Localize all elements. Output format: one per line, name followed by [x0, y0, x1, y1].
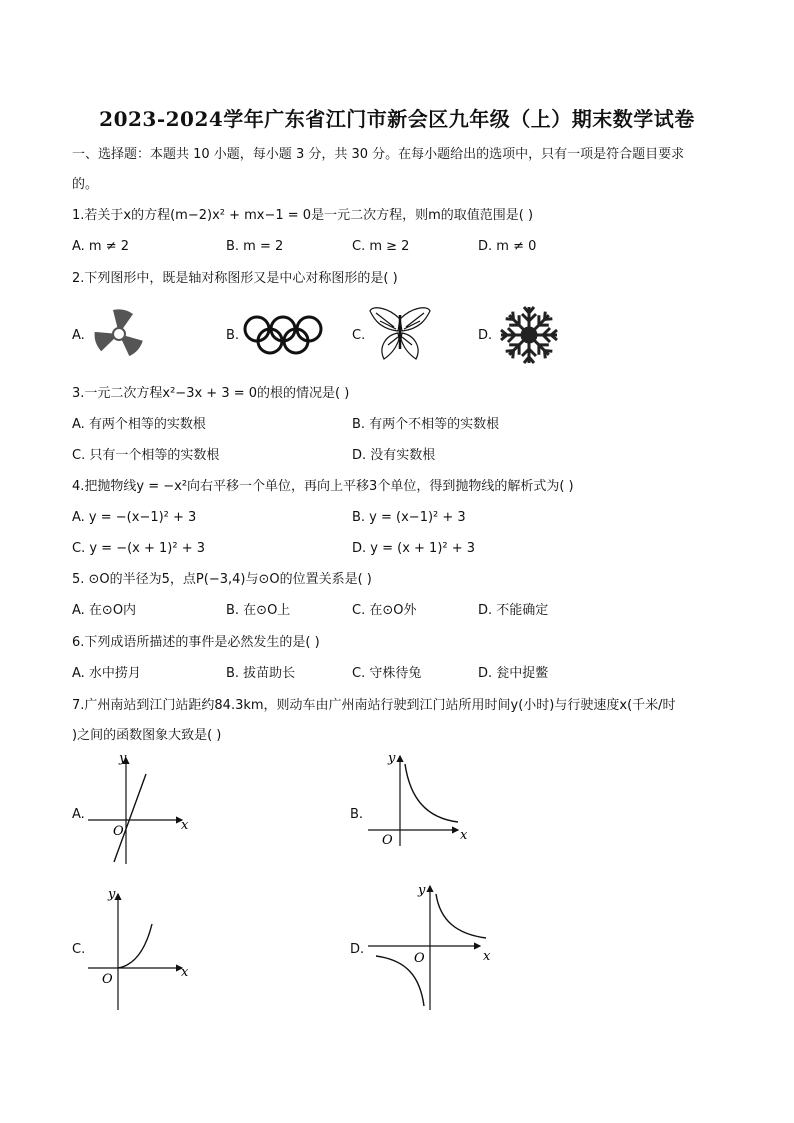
graph-a-linear: [86, 748, 198, 866]
question-2-option-a: A.: [72, 328, 85, 343]
question-2-stem: 2.下列图形中，既是轴对称图形又是中心对称图形的是( ): [72, 271, 398, 286]
question-2-option-b: B.: [226, 328, 240, 343]
graph-b-inverse-first-quadrant: [366, 748, 474, 848]
question-6-option-c: C. 守株待兔: [352, 666, 422, 681]
page-title: 2023-2024学年广东省江门市新会区九年级（上）期末数学试卷: [99, 107, 695, 131]
question-4-option-a: A. y = −(x−1)² + 3: [72, 510, 197, 525]
question-5-option-b: B. 在⊙O上: [226, 603, 291, 618]
graph-b-x-label: x: [460, 828, 468, 843]
question-3-option-a: A. 有两个相等的实数根: [72, 417, 206, 432]
question-7-stem-cont: )之间的函数图象大致是( ): [72, 728, 222, 743]
graph-a-origin-label: O: [113, 824, 124, 839]
graph-d-inverse-both-branches: [366, 880, 496, 1012]
question-4-option-d: D. y = (x + 1)² + 3: [352, 541, 476, 556]
question-7-option-c: C.: [72, 942, 86, 957]
olympic-rings-icon: [242, 314, 324, 356]
graph-b-origin-label: O: [382, 833, 393, 848]
question-4-option-b: B. y = (x−1)² + 3: [352, 510, 466, 525]
question-5-option-d: D. 不能确定: [478, 603, 549, 618]
question-5-option-c: C. 在⊙O外: [352, 603, 417, 618]
question-7-option-d: D.: [350, 942, 365, 957]
question-6-stem: 6.下列成语所描述的事件是必然发生的是( ): [72, 635, 320, 650]
question-3-option-d: D. 没有实数根: [352, 448, 436, 463]
question-5-option-a: A. 在⊙O内: [72, 603, 137, 618]
snowflake-icon: [496, 302, 562, 368]
question-2-option-d: D.: [478, 328, 493, 343]
question-1-stem: 1.若关于x的方程(m−2)x² + mx−1 = 0是一元二次方程，则m的取值范围是( ): [72, 208, 534, 223]
question-1-option-a: A. m ≠ 2: [72, 239, 130, 254]
question-6-option-a: A. 水中捞月: [72, 666, 141, 681]
graph-c-x-label: x: [181, 965, 189, 980]
section-heading: 一、选择题：本题共 10 小题，每小题 3 分，共 30 分。在每小题给出的选项中，只有一项是符合题目要求: [72, 147, 685, 162]
question-7-stem: 7.广州南站到江门站距约84.3km，则动车由广州南站行驶到江门站所用时间y(小时)与行驶速度x(千米/时: [72, 698, 676, 713]
question-6-option-d: D. 瓮中捉鳖: [478, 666, 549, 681]
graph-c-quadratic: [86, 884, 198, 1012]
fan-blade-icon: [90, 305, 148, 363]
question-2-option-c: C.: [352, 328, 366, 343]
question-6-option-b: B. 拔苗助长: [226, 666, 296, 681]
butterfly-icon: [368, 305, 432, 365]
graph-b-y-label: y: [388, 751, 396, 766]
graph-c-y-label: y: [108, 887, 116, 902]
graph-d-y-label: y: [418, 883, 426, 898]
question-3-stem: 3.一元二次方程x²−3x + 3 = 0的根的情况是( ): [72, 386, 350, 401]
question-1-option-c: C. m ≥ 2: [352, 239, 410, 254]
question-7-option-a: A.: [72, 807, 85, 822]
question-4-option-c: C. y = −(x + 1)² + 3: [72, 541, 205, 556]
question-1-option-b: B. m = 2: [226, 239, 284, 254]
graph-d-x-label: x: [483, 949, 491, 964]
question-3-option-c: C. 只有一个相等的实数根: [72, 448, 220, 463]
graph-a-y-label: y: [119, 751, 127, 766]
graph-a-x-label: x: [181, 818, 189, 833]
question-4-stem: 4.把抛物线y = −x²向右平移一个单位，再向上平移3个单位，得到抛物线的解析式为( ): [72, 479, 574, 494]
question-5-stem: 5. ⊙O的半径为5，点P(−3,4)与⊙O的位置关系是( ): [72, 572, 372, 587]
question-3-option-b: B. 有两个不相等的实数根: [352, 417, 500, 432]
section-heading-cont: 的。: [72, 177, 99, 192]
question-7-option-b: B.: [350, 807, 364, 822]
graph-c-origin-label: O: [102, 972, 113, 987]
graph-d-origin-label: O: [414, 951, 425, 966]
question-1-option-d: D. m ≠ 0: [478, 239, 537, 254]
